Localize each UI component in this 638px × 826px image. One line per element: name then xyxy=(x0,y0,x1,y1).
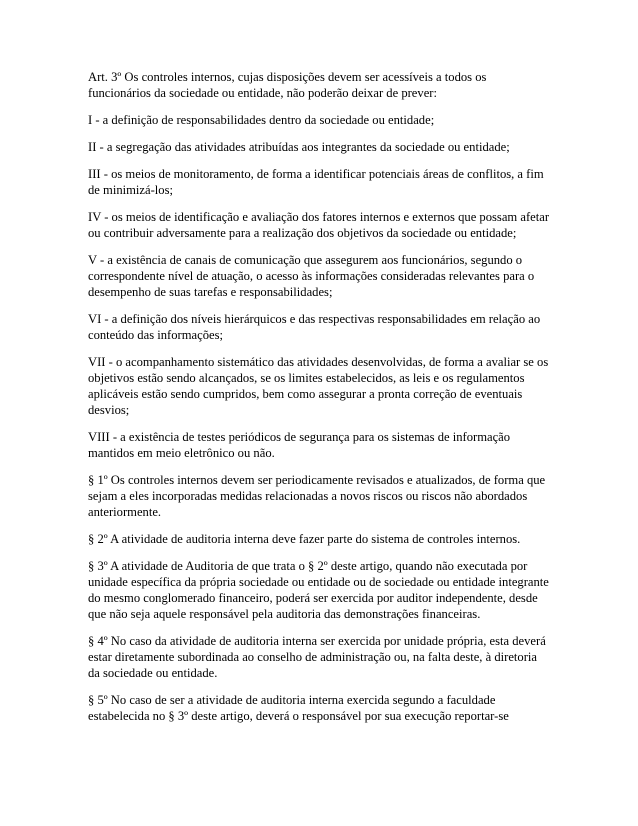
item-viii: VIII - a existência de testes periódicos de segurança para os sistemas de informação mantidos em meio eletrônico ou não. xyxy=(88,430,511,460)
item-ii: II - a segregação das atividades atribuídas aos integrantes da sociedade ou entidade; xyxy=(88,140,510,154)
paragraph-3: § 3º A atividade de Auditoria de que trata o § 2º deste artigo, quando não executada por unidade específica da própria sociedade ou entidade ou de sociedade ou entidade integrante do mesmo conglomerado financeiro, poderá ser exercida por auditor independente, desde que não seja aquele responsável pela auditoria das demonstrações financeiras. xyxy=(88,559,549,621)
document-body xyxy=(88,69,550,735)
paragraph-2: § 2º A atividade de auditoria interna deve fazer parte do sistema de controles internos. xyxy=(88,532,521,546)
item-iv: IV - os meios de identificação e avaliação dos fatores internos e externos que possam afetar ou contribuir adversamente para a realização dos objetivos da sociedade ou entidade; xyxy=(88,210,550,240)
article-3-caput: Art. 3º Os controles internos, cujas disposições devem ser acessíveis a todos os funcionários da sociedade ou entidade, não poderão deixar de prever: xyxy=(88,70,487,100)
paragraph-4: § 4º No caso da atividade de auditoria interna ser exercida por unidade própria, esta deverá estar diretamente subordinada ao conselho de administração ou, na falta deste, à diretoria da sociedade ou entidade. xyxy=(88,634,546,680)
paragraph-1: § 1º Os controles internos devem ser periodicamente revisados e atualizados, de forma que sejam a eles incorporadas medidas relacionadas a novos riscos ou riscos não abordados anteriormente. xyxy=(88,473,546,519)
item-vii: VII - o acompanhamento sistemático das atividades desenvolvidas, de forma a avaliar se os objetivos estão sendo alcançados, se os limites estabelecidos, as leis e os regulamentos aplicáveis estão sendo cumpridos, bem como assegurar a pronta correção de eventuais desvios; xyxy=(88,355,549,417)
item-vi: VI - a definição dos níveis hierárquicos e das respectivas responsabilidades em relação ao conteúdo das informações; xyxy=(88,312,541,342)
item-v: V - a existência de canais de comunicação que assegurem aos funcionários, segundo o correspondente nível de atuação, o acesso às informações consideradas relevantes para o desempenho de suas tarefas e responsabilidades; xyxy=(88,253,535,299)
item-iii: III - os meios de monitoramento, de forma a identificar potenciais áreas de conflitos, a fim de minimizá-los; xyxy=(88,167,544,197)
item-i: I - a definição de responsabilidades dentro da sociedade ou entidade; xyxy=(88,113,435,127)
paragraph-5: § 5º No caso de ser a atividade de auditoria interna exercida segundo a faculdade estabelecida no § 3º deste artigo, deverá o responsável por sua execução reportar-se xyxy=(88,693,509,723)
